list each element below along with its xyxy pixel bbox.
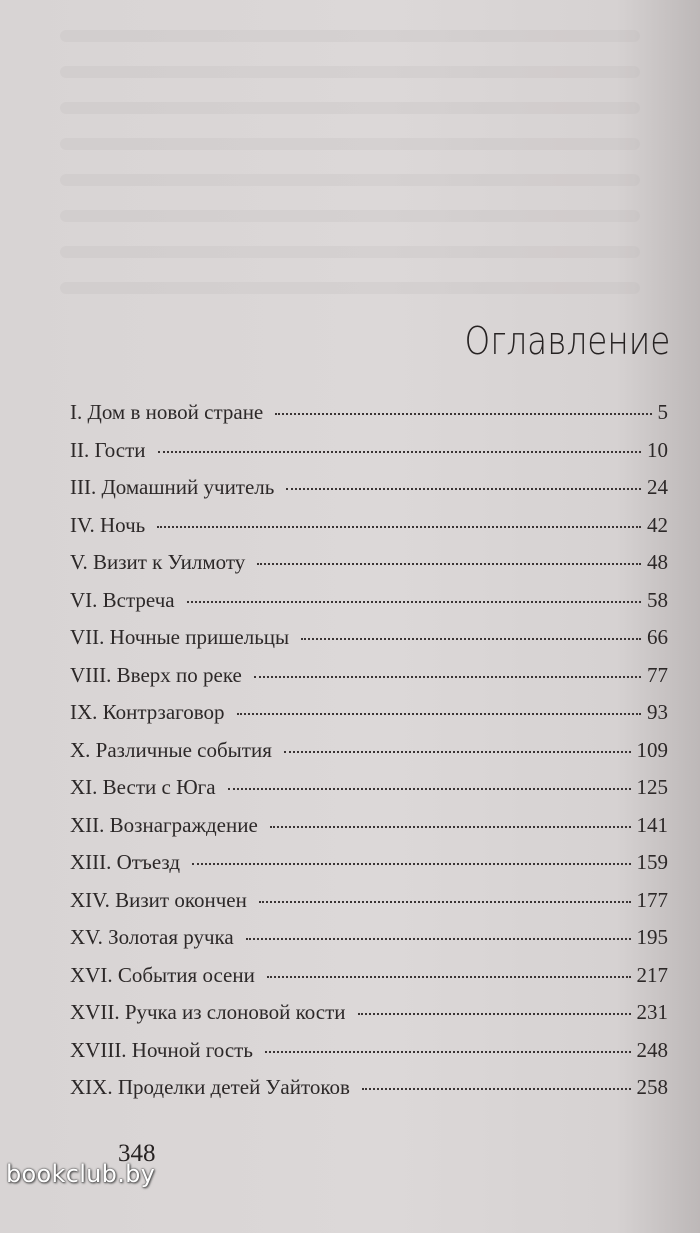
table-of-contents	[70, 400, 668, 1113]
toc-entry-label: XVIII. Ночной гость	[70, 1037, 253, 1062]
toc-entry	[70, 813, 668, 851]
toc-entry-label: V. Визит к Уилмоту	[70, 550, 246, 574]
toc-entry	[70, 663, 668, 701]
dot-leader	[301, 638, 641, 640]
page-number: 348	[118, 1140, 156, 1167]
toc-entry-page: 159	[636, 850, 668, 874]
toc-entry-page: 77	[647, 662, 668, 687]
dot-leader	[358, 1013, 631, 1015]
toc-entry	[70, 1038, 668, 1076]
dot-leader	[286, 488, 641, 490]
toc-entry	[70, 1000, 668, 1038]
toc-entry-label: I. Дом в новой стране	[70, 400, 264, 424]
dot-leader	[265, 1051, 631, 1053]
toc-entry-label: II. Гости	[70, 437, 146, 462]
toc-entry	[70, 475, 668, 513]
toc-entry-page: 48	[647, 550, 668, 574]
toc-entry-label: XII. Вознаграждение	[70, 812, 258, 837]
dot-leader	[158, 451, 641, 453]
toc-entry-label: XIV. Визит окончен	[70, 887, 247, 912]
toc-entry-label: XIII. Отъезд	[70, 850, 181, 874]
toc-entry-page: 248	[636, 1037, 668, 1062]
toc-entry	[70, 888, 668, 926]
dot-leader	[192, 863, 630, 865]
site-watermark: bookclub.by	[6, 1160, 156, 1188]
toc-entry-page: 66	[647, 625, 668, 649]
toc-entry	[70, 588, 668, 626]
dot-leader	[362, 1088, 631, 1090]
toc-entry-page: 141	[636, 812, 668, 837]
toc-entry-page: 5	[657, 400, 668, 424]
toc-entry	[70, 925, 668, 963]
toc-entry-page: 10	[647, 437, 668, 462]
toc-entry	[70, 438, 668, 476]
toc-entry-page: 58	[647, 587, 668, 612]
toc-entry-label: XVII. Ручка из слоновой кости	[70, 1000, 346, 1024]
toc-entry-page: 125	[636, 775, 668, 799]
toc-entry-page: 258	[636, 1075, 668, 1099]
dot-leader	[237, 713, 641, 715]
toc-entry-label: XV. Золотая ручка	[70, 925, 234, 949]
toc-entry-page: 42	[647, 512, 668, 537]
dot-leader	[270, 826, 631, 828]
toc-entry	[70, 550, 668, 588]
toc-entry-label: VI. Встреча	[70, 587, 175, 612]
toc-entry-label: IX. Контрзаговор	[70, 700, 225, 724]
toc-entry-page: 231	[636, 1000, 668, 1024]
toc-entry-label: VIII. Вверх по реке	[70, 662, 242, 687]
toc-entry	[70, 775, 668, 813]
dot-leader	[259, 901, 631, 903]
toc-entry	[70, 738, 668, 776]
toc-entry-page: 24	[647, 475, 668, 499]
toc-entry	[70, 700, 668, 738]
dot-leader	[187, 601, 641, 603]
toc-entry-page: 195	[636, 925, 668, 949]
dot-leader	[275, 413, 651, 415]
toc-entry	[70, 625, 668, 663]
toc-entry-page: 177	[636, 887, 668, 912]
toc-entry-label: IV. Ночь	[70, 512, 146, 537]
toc-entry-page: 217	[636, 962, 668, 987]
toc-entry-label: XVI. События осени	[70, 962, 255, 987]
toc-entry-label: X. Различные события	[70, 737, 272, 762]
show-through-text	[60, 30, 640, 310]
toc-entry-label: XI. Вести с Юга	[70, 775, 216, 799]
toc-entry-label: III. Домашний учитель	[70, 475, 275, 499]
toc-entry	[70, 400, 668, 438]
toc-entry	[70, 850, 668, 888]
toc-entry	[70, 963, 668, 1001]
toc-entry-label: XIX. Проделки детей Уайтоков	[70, 1075, 350, 1099]
page-title: Оглавление	[464, 319, 670, 363]
toc-entry	[70, 513, 668, 551]
toc-entry-page: 93	[647, 700, 668, 724]
toc-entry	[70, 1075, 668, 1113]
dot-leader	[246, 938, 631, 940]
toc-entry-label: VII. Ночные пришельцы	[70, 625, 290, 649]
dot-leader	[267, 976, 631, 978]
dot-leader	[157, 526, 641, 528]
toc-entry-page: 109	[636, 737, 668, 762]
dot-leader	[257, 563, 641, 565]
dot-leader	[254, 676, 641, 678]
dot-leader	[228, 788, 631, 790]
dot-leader	[284, 751, 631, 753]
